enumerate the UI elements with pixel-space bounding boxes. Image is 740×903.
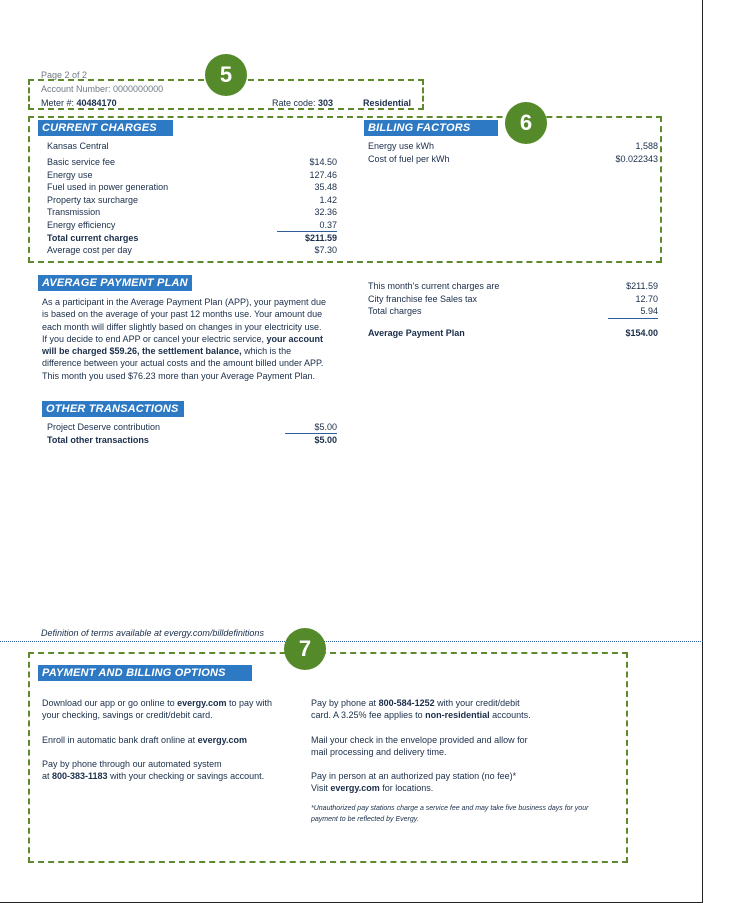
callout-badge-6: 6 (505, 102, 547, 144)
rate-value: 303 (318, 98, 334, 108)
charge-row: Energy use 127.46 (47, 169, 337, 180)
region-label: Kansas Central (47, 141, 109, 151)
charge-row: Transmission 32.36 (47, 207, 337, 218)
other-transactions-list (47, 421, 337, 446)
billing-factors-list (368, 140, 658, 165)
other-transactions-header: OTHER TRANSACTIONS (42, 401, 184, 417)
transaction-row: Project Deserve contribution $5.00 (47, 422, 337, 432)
perforation-line (0, 641, 703, 642)
callout-badge-7: 7 (284, 628, 326, 670)
summary-rule (608, 318, 658, 319)
pay-station-footnote: *Unauthorized pay stations charge a service fee and may take five business days for your payment to be reflected by Evergy. (311, 804, 589, 823)
summary-row: This month’s current charges are $211.59 (368, 281, 658, 291)
callout-badge-5: 5 (205, 54, 247, 96)
meter-label: Meter #: (41, 98, 75, 108)
subtotal-rule (277, 231, 337, 232)
payment-options-left: Download our app or go online to evergy.com to pay with your checking, savings or credit/debit card. Enroll in automatic bank draft online at evergy.com Pay by phone through our automated system at 800-383-1183 with your checking or savings account. (42, 698, 272, 782)
charge-row: Fuel used in power generation 35.48 (47, 182, 337, 193)
page-number: Page 2 of 2 (41, 70, 88, 80)
current-charges-list (47, 156, 337, 257)
billing-factors-header: BILLING FACTORS (364, 120, 498, 136)
meter-value: 40484170 (76, 98, 117, 108)
current-charges-header: CURRENT CHARGES (38, 120, 173, 136)
app-header: AVERAGE PAYMENT PLAN (38, 275, 192, 291)
transaction-rule (285, 433, 337, 434)
definitions-note: Definition of terms available at evergy.com/billdefinitions (41, 628, 264, 638)
charge-row: Basic service fee $14.50 (47, 157, 337, 167)
summary-row: City franchise fee Sales tax 12.70 (368, 293, 658, 304)
payment-options-right: Pay by phone at 800-584-1252 with your credit/debit card. A 3.25% fee applies to non-residential accounts. Mail your check in the envelope provided and allow for mail processing and delivery time. Pay in person at an authorized pay station (no fee)* Visit evergy.com for locations. *Unauthorized pay stations charge a service fee and may take five business days for your payment to be reflected by Evergy. (311, 698, 589, 823)
factor-row: Energy use kWh 1,588 (368, 141, 658, 151)
charge-row: Energy efficiency 0.37 (47, 219, 337, 230)
app-paragraph: As a participant in the Average Payment Plan (APP), your payment due is based on the average of your past 12 months use. Your amount due each month will differ slightly based on changes in your electricity use. If you decide to end APP or cancel your electric service, your account will be charged $59.26, the settlement balance, which is the difference between your actual costs and the amount billed under APP. This month you used $76.23 more than your Average Payment Plan. (42, 297, 326, 381)
summary-row: Total charges 5.94 (368, 305, 658, 318)
service-type: Residential (363, 98, 412, 108)
charge-row: Property tax surcharge 1.42 (47, 194, 337, 205)
factor-row: Cost of fuel per kWh $0.022343 (368, 153, 658, 164)
payment-options-header: PAYMENT AND BILLING OPTIONS (38, 665, 252, 681)
app-amount-row: Average Payment Plan $154.00 (368, 327, 658, 338)
rate-label: Rate code: (272, 98, 316, 108)
account-number: Account Number: 0000000000 (41, 84, 164, 94)
total-row: Total current charges $211.59 (47, 232, 337, 243)
charges-summary (368, 280, 658, 339)
average-row: Average cost per day $7.30 (47, 245, 337, 256)
transaction-total-row: Total other transactions $5.00 (47, 434, 337, 445)
